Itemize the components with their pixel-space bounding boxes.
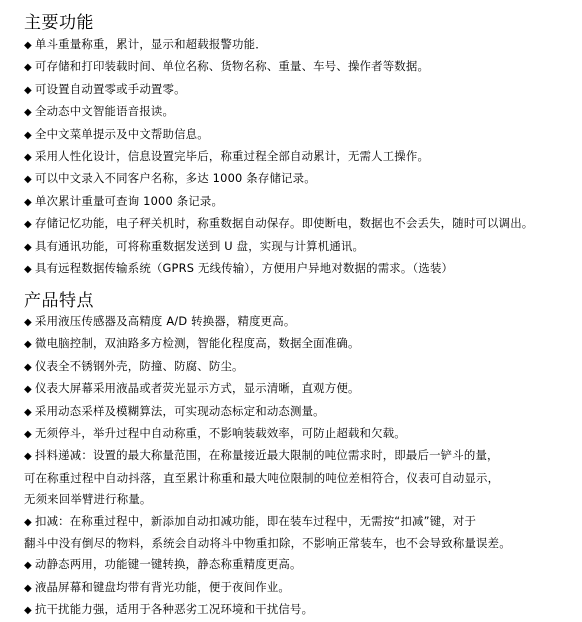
diamond-bullet-icon: ◆ bbox=[24, 406, 32, 418]
diamond-bullet-icon: ◆ bbox=[24, 264, 32, 276]
diamond-bullet-icon: ◆ bbox=[24, 219, 32, 231]
diamond-bullet-icon: ◆ bbox=[24, 339, 32, 351]
diamond-bullet-icon: ◆ bbox=[24, 174, 32, 186]
section-title-main-functions: 主要功能 bbox=[24, 13, 94, 33]
diamond-bullet-icon: ◆ bbox=[24, 129, 32, 141]
list-item: ◆ 扣减：在称重过程中，新添加自动扣减功能，即在装车过程中，无需按“扣减”键，对于 翻斗中没有倒尽的物料，系统会自动将斗中物重扣除，不影响正常装车，也不会导致称量误差。 bbox=[24, 513, 511, 551]
list-item: ◆ 动静态两用，功能键一键转换，静态称重精度更高。 bbox=[24, 554, 578, 576]
diamond-bullet-icon: ◆ bbox=[24, 40, 32, 51]
list-item: ◆ 微电脑控制，双油路多方检测，智能化程度高，数据全面准确。 bbox=[24, 333, 578, 355]
diamond-bullet-icon: ◆ bbox=[24, 361, 32, 373]
diamond-bullet-icon: ◆ bbox=[24, 429, 32, 441]
diamond-bullet-icon: ◆ bbox=[24, 196, 32, 208]
main-functions-list bbox=[24, 34, 578, 280]
list-item: ◆ 抖料递减：设置的最大称量范围，在称量接近最大限制的吨位需求时，即最后一铲斗的量， 可在称重过程中自动抖落，直至累计称重和最大吨位限制的吨位差相符合，仪表可自动显示， 无须来回举臂进行称量。 bbox=[24, 448, 500, 507]
list-item: ◆ 无须停斗，举升过程中自动称重，不影响装载效率，可防止超载和欠载。 bbox=[24, 423, 578, 445]
list-item: ◆ 具有远程数据传输系统（GPRS 无线传输），方便用户异地对数据的需求。（选装） bbox=[24, 258, 578, 280]
list-item: ◆ 采用动态采样及模糊算法，可实现动态标定和动态测量。 bbox=[24, 401, 578, 423]
list-item: ◆ 仪表大屏幕采用液晶或者荧光显示方式，显示清晰，直观方便。 bbox=[24, 378, 578, 400]
list-item: ◆ 单次累计重量可查询 1000 条记录。 bbox=[24, 191, 578, 213]
list-item: ◆ 可设置自动置零或手动置零。 bbox=[24, 79, 578, 101]
diamond-bullet-icon: ◆ bbox=[24, 84, 32, 96]
diamond-bullet-icon: ◆ bbox=[24, 62, 32, 74]
diamond-bullet-icon: ◆ bbox=[24, 384, 32, 396]
diamond-bullet-icon: ◆ bbox=[24, 516, 32, 528]
list-item: ◆ 采用液压传感器及高精度 A/D 转换器，精度更高。 bbox=[24, 311, 578, 333]
list-item: ◆ 全中文菜单提示及中文帮助信息。 bbox=[24, 124, 578, 146]
list-item: ◆ 液晶屏幕和键盘均带有背光功能，便于夜间作业。 bbox=[24, 577, 578, 599]
list-item: ◆ 抗干扰能力强，适用于各种恶劣工况环境和干扰信号。 bbox=[24, 599, 578, 621]
list-item: ◆ 具有通讯功能，可将称重数据发送到 U 盘，实现与计算机通讯。 bbox=[24, 236, 578, 258]
section-title-product-features: 产品特点 bbox=[24, 291, 94, 311]
list-item: ◆ 采用人性化设计，信息设置完毕后，称重过程全部自动累计，无需人工操作。 bbox=[24, 146, 578, 168]
diamond-bullet-icon: ◆ bbox=[24, 241, 32, 253]
list-item: ◆ 全动态中文智能语音报读。 bbox=[24, 101, 578, 123]
diamond-bullet-icon: ◆ bbox=[24, 152, 32, 164]
diamond-bullet-icon: ◆ bbox=[24, 582, 32, 594]
list-item: ◆ 存储记忆功能，电子秤关机时，称重数据自动保存。即使断电，数据也不会丢失，随时可以调出。 bbox=[24, 213, 578, 235]
diamond-bullet-icon: ◆ bbox=[24, 107, 32, 119]
diamond-bullet-icon: ◆ bbox=[24, 560, 32, 572]
list-item: ◆ 可存储和打印装载时间、单位名称、货物名称、重量、车号、操作者等数据。 bbox=[24, 56, 578, 78]
list-item: ◆ 单斗重量称重，累计，显示和超载报警功能． bbox=[24, 34, 578, 56]
diamond-bullet-icon: ◆ bbox=[24, 317, 32, 328]
list-item: ◆ 仪表全不锈钢外壳，防撞、防腐、防尘。 bbox=[24, 356, 578, 378]
diamond-bullet-icon: ◆ bbox=[24, 451, 32, 463]
diamond-bullet-icon: ◆ bbox=[24, 605, 32, 617]
product-features-list bbox=[24, 311, 578, 622]
list-item: ◆ 可以中文录入不同客户名称，多达 1000 条存储记录。 bbox=[24, 168, 578, 190]
